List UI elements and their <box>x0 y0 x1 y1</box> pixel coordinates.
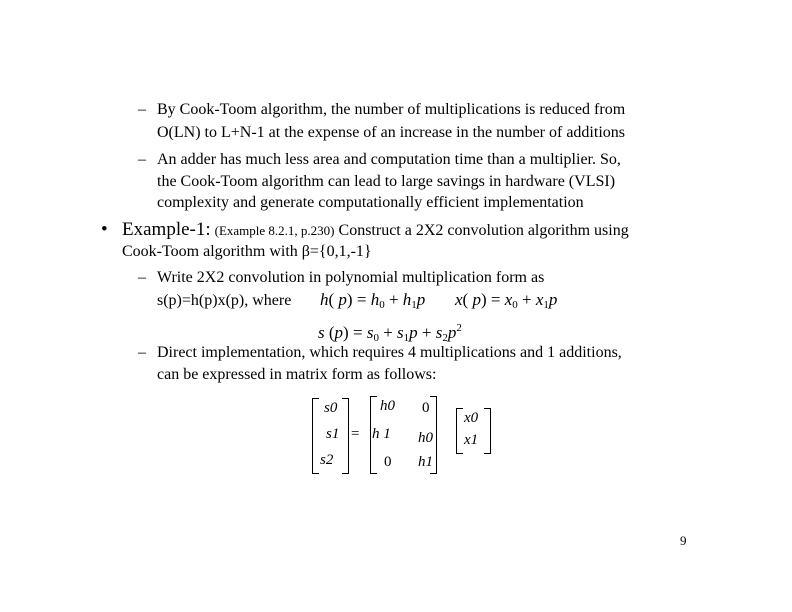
eq-plus: + <box>522 290 532 309</box>
eq-symbol: h <box>320 290 329 309</box>
left-bracket <box>456 408 463 454</box>
x0-cell: x0 <box>464 410 479 426</box>
eq-sub: 0 <box>373 332 379 344</box>
left-bracket <box>312 398 319 474</box>
bullet-text-line: the Cook-Toom algorithm can lead to large savings in hardware (VLSI) <box>157 173 616 190</box>
eq-paren: ( <box>328 290 335 309</box>
eq-equals: = <box>490 290 501 309</box>
eq-coef: s <box>435 323 443 342</box>
eq-sub: 2 <box>442 332 448 344</box>
s2-cell: s2 <box>320 452 334 468</box>
s-polynomial-equation <box>318 322 462 344</box>
eq-plus: + <box>383 323 393 342</box>
dash-marker: – <box>138 101 146 118</box>
eq-sub: 1 <box>411 299 417 311</box>
dash-marker: – <box>138 269 146 286</box>
eq-paren: ( <box>328 323 335 342</box>
example-label: Example-1: <box>122 219 211 240</box>
matrix-equation <box>300 390 520 480</box>
bullet-text-line: Direct implementation, which requires 4 multiplications and 1 additions, <box>157 344 622 361</box>
eq-coef: x <box>535 290 544 309</box>
bullet-marker: • <box>101 219 108 240</box>
bullet-text-line: O(LN) to L+N-1 at the expense of an increase in the number of additions <box>157 124 625 141</box>
bullet-text-line: s(p)=h(p)x(p), where <box>157 292 292 309</box>
h-matrix-cell: 0 <box>384 454 392 470</box>
bullet-text-line: By Cook-Toom algorithm, the number of multiplications is reduced from <box>157 101 626 118</box>
eq-var: p <box>338 290 347 309</box>
eq-coef: s <box>397 323 404 342</box>
eq-sub: 1 <box>403 332 410 344</box>
eq-var: p <box>472 290 481 309</box>
eq-symbol: x <box>455 290 463 309</box>
bullet-text-line: complexity and generate computationally efficient implementation <box>157 194 584 211</box>
eq-coef: h <box>370 290 380 309</box>
right-bracket <box>484 408 491 454</box>
dash-marker: – <box>138 151 146 168</box>
equals-sign: = <box>351 426 360 442</box>
eq-plus: + <box>421 323 432 342</box>
eq-symbol: s <box>318 323 325 342</box>
example-reference: (Example 8.2.1, p.230) <box>214 223 335 238</box>
page-number: 9 <box>680 533 687 548</box>
x1-cell: x1 <box>464 432 479 448</box>
eq-paren: ) <box>343 323 349 342</box>
h-matrix-cell: h0 <box>418 430 433 446</box>
eq-paren: ) <box>346 290 353 309</box>
eq-sub: 0 <box>379 299 385 311</box>
example-line: Cook-Toom algorithm with β={0,1,-1} <box>122 243 372 260</box>
example-description: Construct a 2X2 convolution algorithm using <box>338 222 629 239</box>
eq-paren: ( <box>462 290 469 309</box>
bullet-text-line: can be expressed in matrix form as follows: <box>157 366 437 383</box>
eq-coef: h <box>402 290 412 309</box>
dash-marker: – <box>138 344 146 361</box>
h-matrix-cell: h1 <box>418 454 433 470</box>
eq-equals: = <box>352 323 363 342</box>
right-bracket <box>342 398 349 474</box>
example-heading <box>122 219 629 241</box>
eq-coef: x <box>504 290 513 309</box>
eq-equals: = <box>356 290 367 309</box>
s1-cell: s1 <box>326 426 340 442</box>
eq-sub: 1 <box>543 299 549 311</box>
bullet-text-line: An adder has much less area and computation time than a multiplier. So, <box>157 151 621 168</box>
h-matrix-cell: 0 <box>422 400 430 416</box>
eq-var: p <box>548 290 558 309</box>
eq-paren: ) <box>480 290 487 309</box>
eq-var: p <box>416 290 426 309</box>
eq-var: p <box>447 323 457 342</box>
eq-power: 2 <box>456 322 462 334</box>
bullet-text-line: Write 2X2 convolution in polynomial multiplication form as <box>157 269 545 286</box>
h-matrix-cell: h 1 <box>372 426 391 442</box>
h-polynomial-equation <box>320 290 425 311</box>
h-matrix-cell: h0 <box>380 398 395 414</box>
x-polynomial-equation <box>455 290 557 311</box>
eq-coef: s <box>366 323 374 342</box>
eq-sub: 0 <box>512 299 518 311</box>
eq-var: p <box>409 323 418 342</box>
eq-plus: + <box>388 290 399 309</box>
s0-cell: s0 <box>324 400 338 416</box>
eq-var: p <box>334 323 344 342</box>
